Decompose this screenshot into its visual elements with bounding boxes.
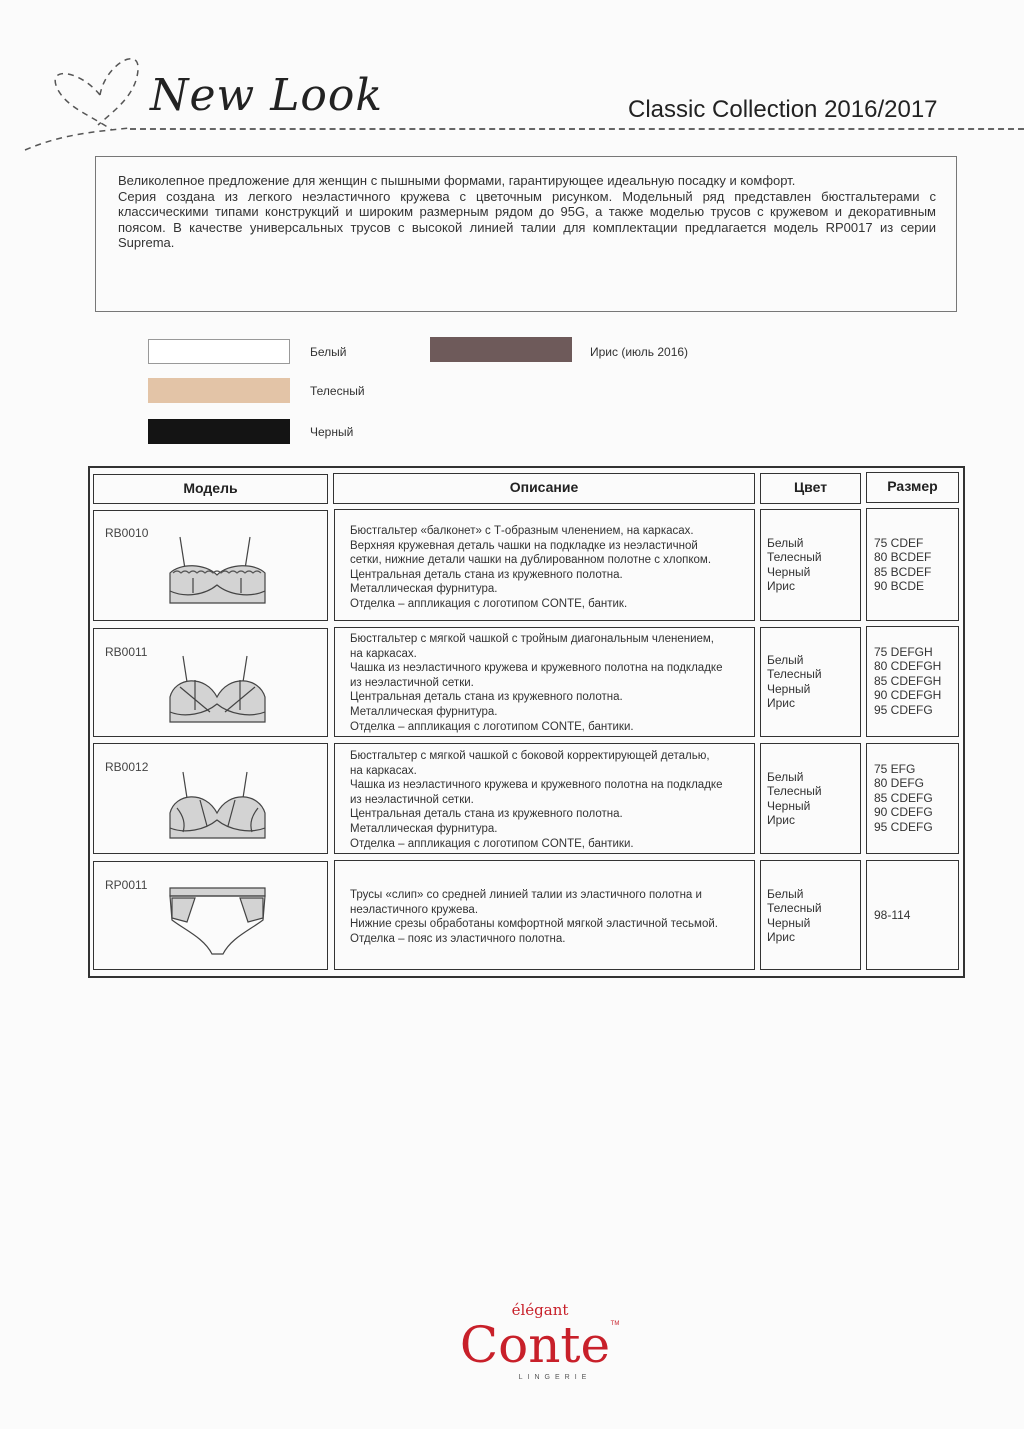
size-item: 75 EFG: [874, 762, 916, 776]
brand-title: New Look: [150, 70, 384, 121]
description-line: сетки, нижние детали чашки на дублированном полотне с хлопком.: [350, 554, 712, 567]
color-item: Белый: [767, 887, 804, 901]
size-item: 95 CDEFG: [874, 702, 933, 717]
description-line: Отделка – пояс из эластичного полотна.: [350, 932, 566, 945]
row-1-sizes: [874, 536, 931, 594]
logo-top-text: élégant: [511, 1301, 569, 1319]
description-line: Металлическая фурнитура.: [350, 705, 498, 718]
row-1-description: [350, 524, 711, 612]
color-item: Телесный: [767, 784, 822, 799]
balconette-bra-icon: [165, 533, 270, 608]
color-item: Телесный: [767, 667, 822, 682]
collection-title: Classic Collection 2016/2017: [628, 96, 938, 123]
swatch-nude: [148, 378, 290, 403]
row-2-colors: [767, 653, 822, 711]
description-line: Чашка из неэластичного кружева и кружевного полотна на подкладке: [350, 779, 723, 792]
brief-icon: [165, 882, 270, 957]
soft-cup-bra-icon: [165, 652, 270, 727]
size-item: 80 CDEFGH: [874, 659, 942, 674]
description-line: Отделка – аппликация с логотипом CONTE, бантики.: [350, 837, 634, 850]
swatch-label-white: Белый: [310, 345, 347, 359]
size-item: 85 CDEFG: [874, 790, 933, 805]
swatch-label-black: Черный: [310, 425, 354, 439]
size-item: 85 BCDEF: [874, 564, 932, 579]
logo-main-text: Conte: [459, 1316, 611, 1374]
swatch-white: [148, 339, 290, 364]
description-line: Чашка из неэластичного кружева и кружевного полотна на подкладке: [350, 662, 723, 675]
color-item: Ирис: [767, 696, 796, 711]
description-line: Бюстгальтер с мягкой чашкой с боковой корректирующей деталью,: [350, 750, 710, 762]
header-model: Модель: [93, 474, 328, 504]
size-item: 90 CDEFG: [874, 805, 933, 820]
size-item: 75 CDEF: [874, 536, 924, 550]
size-item: 80 DEFG: [874, 776, 925, 791]
model-code: RB0010: [105, 526, 149, 540]
size-item: 80 BCDEF: [874, 550, 932, 565]
color-item: Телесный: [767, 550, 822, 565]
color-item: Черный: [767, 681, 811, 696]
intro-line-2: Серия создана из легкого неэластичного кружева с цветочным рисунком. Модельный ряд представлен бюстгальтерами с классическими типами конструкций и широким размерным рядом до 95G, а также моделью трусов с кружевом и декоративным поясом. В качестве универсальных трусов с высокой линией талии для комплектации предлагается модель RP0017 из серии Suprema.: [118, 188, 936, 250]
size-item: 90 BCDE: [874, 579, 925, 594]
swatch-label-nude: Телесный: [310, 384, 365, 398]
row-4-sizes: [874, 908, 910, 922]
intro-line-1: Великолепное предложение для женщин с пышными формами, гарантирующее идеальную посадку и комфорт.: [118, 173, 796, 188]
description-line: Бюстгальтер «балконет» с Т-образным членением, на каркасах.: [350, 525, 694, 537]
swatch-black: [148, 419, 290, 444]
description-line: из неэластичной сетки.: [350, 676, 474, 689]
description-line: Центральная деталь стана из кружевного полотна.: [350, 568, 623, 581]
description-line: Металлическая фурнитура.: [350, 822, 498, 835]
model-code: RP0011: [105, 878, 148, 892]
color-item: Черный: [767, 915, 811, 930]
side-support-bra-icon: [165, 768, 270, 843]
description-line: Центральная деталь стана из кружевного полотна.: [350, 691, 623, 704]
description-line: Отделка – аппликация с логотипом CONTE, бантик.: [350, 597, 628, 610]
logo-bottom-text: LINGERIE: [518, 1374, 592, 1381]
color-item: Ирис: [767, 813, 796, 828]
row-2-description: [350, 632, 722, 734]
header-color: Цвет: [760, 473, 861, 504]
description-line: на каркасах.: [350, 647, 417, 660]
header-size: Размер: [866, 472, 959, 503]
model-code: RB0011: [105, 645, 148, 659]
description-line: Металлическая фурнитура.: [350, 583, 498, 596]
header-divider: [130, 128, 1024, 130]
heart-doodle-icon: [20, 40, 160, 160]
description-line: на каркасах.: [350, 764, 417, 777]
color-item: Черный: [767, 564, 811, 579]
row-3-description: [350, 749, 722, 851]
color-item: Белый: [767, 536, 804, 550]
description-line: Верхняя кружевная деталь чашки на подкладке из неэластичной: [350, 539, 698, 552]
size-item: 98-114: [874, 908, 911, 922]
swatch-label-iris: Ирис (июль 2016): [590, 345, 689, 359]
logo-tm-text: TM: [610, 1321, 620, 1327]
description-line: Нижние срезы обработаны комфортной мягкой эластичной тесьмой.: [350, 918, 718, 931]
color-item: Ирис: [767, 930, 796, 945]
color-item: Ирис: [767, 579, 796, 594]
header-description: Описание: [333, 473, 755, 504]
color-item: Черный: [767, 798, 811, 813]
row-4-colors: [767, 887, 822, 945]
row-2-sizes: [874, 645, 941, 717]
conte-logo: [445, 1285, 625, 1385]
description-line: Отделка – аппликация с логотипом CONTE, бантики.: [350, 720, 634, 733]
description-line: неэластичного кружева.: [350, 903, 479, 916]
size-item: 75 DEFGH: [874, 645, 933, 659]
size-item: 85 CDEFGH: [874, 673, 942, 688]
swatch-iris: [430, 337, 572, 362]
description-line: Бюстгальтер с мягкой чашкой с тройным диагональным членением,: [350, 633, 714, 645]
row-3-sizes: [874, 762, 933, 834]
color-item: Белый: [767, 653, 804, 667]
model-code: RB0012: [105, 760, 149, 774]
intro-box: [95, 156, 957, 312]
size-item: 90 CDEFGH: [874, 688, 942, 703]
color-item: Телесный: [767, 901, 822, 916]
row-3-colors: [767, 770, 822, 828]
description-line: из неэластичной сетки.: [350, 793, 474, 806]
description-line: Центральная деталь стана из кружевного полотна.: [350, 808, 623, 821]
row-4-description: [350, 888, 718, 946]
row-1-colors: [767, 536, 822, 594]
color-item: Белый: [767, 770, 804, 784]
size-item: 95 CDEFG: [874, 819, 933, 834]
description-line: Трусы «слип» со средней линией талии из эластичного полотна и: [350, 889, 702, 901]
